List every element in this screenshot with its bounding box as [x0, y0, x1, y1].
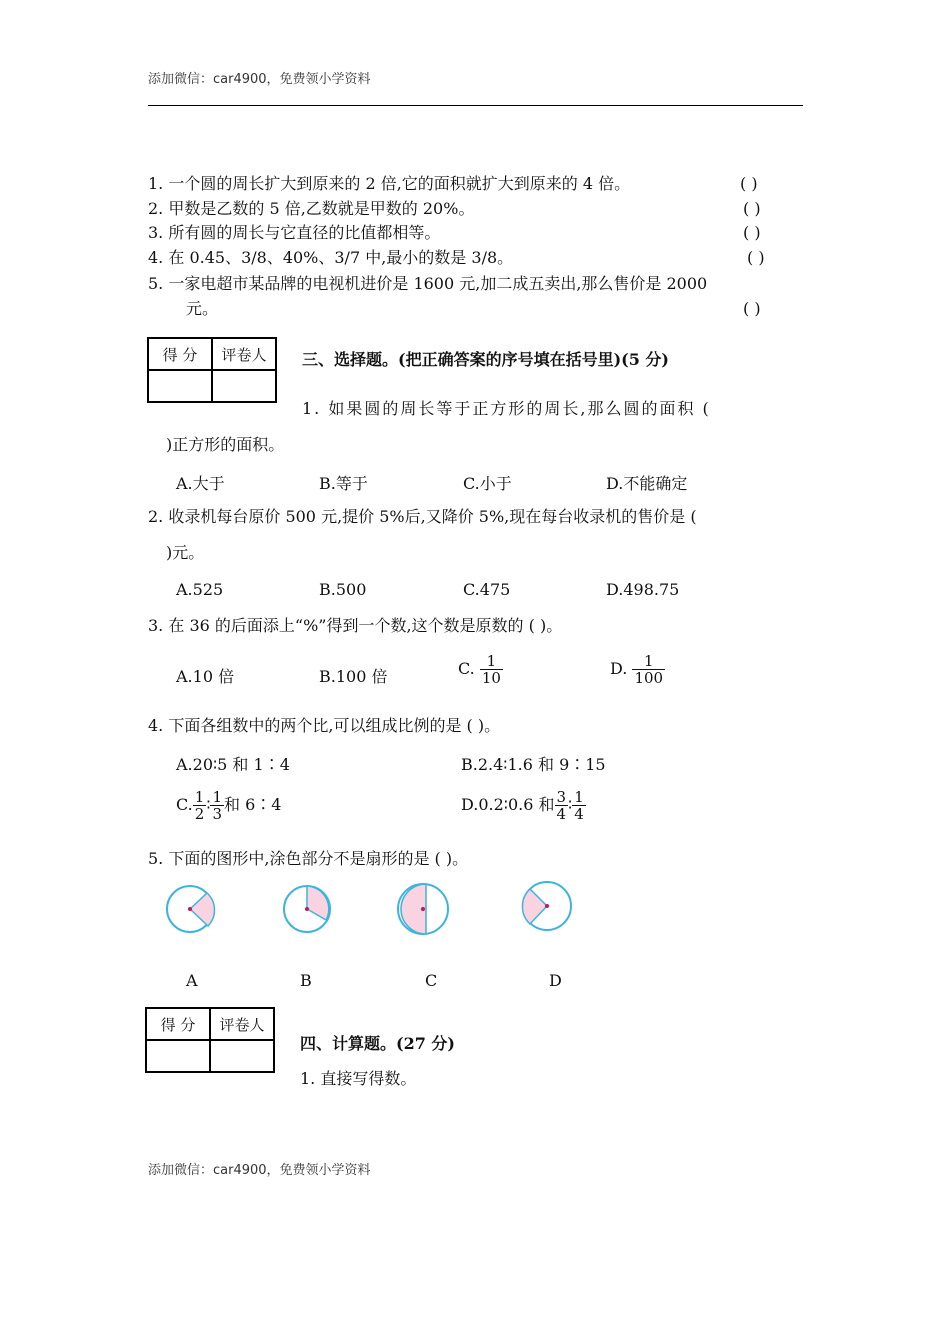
q4-option-a[interactable]: A.20∶5 和 1∶4	[176, 755, 290, 774]
fraction-numerator: 1	[480, 653, 503, 670]
judge-item-2: 2. 甲数是乙数的 5 倍,乙数就是甲数的 20%。	[148, 199, 475, 218]
fraction	[193, 789, 207, 822]
ratio-colon: ∶	[568, 795, 573, 814]
q3-option-a[interactable]: A.10 倍	[176, 667, 235, 686]
page-footer: 添加微信：car4900，免费领小学资料	[148, 1163, 371, 1178]
q3-option-c-prefix: C.	[458, 659, 475, 678]
judge-item-5-cont: 元。	[186, 299, 219, 318]
page-header: 添加微信：car4900，免费领小学资料	[148, 72, 371, 87]
q3-text: 3. 在 36 的后面添上“%”得到一个数,这个数是原数的 ( )。	[148, 616, 563, 635]
ratio-colon: ∶	[206, 795, 211, 814]
score-label: 得 分	[146, 1008, 210, 1040]
section3-title: 三、选择题。(把正确答案的序号填在括号里)(5 分)	[302, 350, 669, 369]
q4-text: 4. 下面各组数中的两个比,可以组成比例的是 ( )。	[148, 716, 501, 735]
q3-option-d[interactable]	[610, 653, 665, 686]
section4-sub1: 1. 直接写得数。	[300, 1069, 417, 1088]
q2-option-b[interactable]: B.500	[319, 580, 367, 599]
figure-label-a: A	[186, 971, 198, 990]
fraction-denominator: 4	[556, 805, 567, 823]
q3-option-d-prefix: D.	[610, 659, 628, 678]
score-label: 得 分	[148, 338, 212, 370]
q4-option-d-prefix: D.0.2∶0.6 和	[461, 795, 555, 814]
q1-line2: )正方形的面积。	[166, 435, 285, 454]
q3-option-b[interactable]: B.100 倍	[319, 667, 388, 686]
answer-paren-3[interactable]: ( )	[743, 223, 761, 242]
answer-paren-2[interactable]: ( )	[743, 199, 761, 218]
fraction	[632, 653, 665, 686]
grader-label: 评卷人	[212, 338, 276, 370]
q2-line1: 2. 收录机每台原价 500 元,提价 5%后,又降价 5%,现在每台收录机的售价是 (	[148, 507, 697, 526]
fraction	[555, 789, 569, 822]
fraction-denominator: 2	[194, 805, 205, 823]
judge-item-1: 1. 一个圆的周长扩大到原来的 2 倍,它的面积就扩大到原来的 4 倍。	[148, 174, 631, 193]
q3-option-c[interactable]	[458, 653, 503, 686]
q4-option-b[interactable]: B.2.4∶1.6 和 9∶15	[461, 755, 606, 774]
answer-paren-5[interactable]: ( )	[743, 299, 761, 318]
q4-option-d[interactable]	[461, 789, 586, 822]
figure-b[interactable]	[284, 886, 330, 932]
figure-label-d: D	[549, 971, 562, 990]
q4-option-c-prefix: C.	[176, 795, 193, 814]
section4-title: 四、计算题。(27 分)	[300, 1034, 455, 1053]
fraction	[572, 789, 586, 822]
q1-option-d[interactable]: D.不能确定	[606, 474, 688, 493]
grader-input[interactable]	[210, 1040, 274, 1072]
fraction-numerator: 3	[556, 788, 567, 806]
q1-option-a[interactable]: A.大于	[176, 474, 225, 493]
fraction-numerator: 1	[212, 788, 223, 806]
fraction-numerator: 1	[632, 653, 665, 670]
q4-option-c-suffix: 和 6∶4	[224, 795, 282, 814]
fraction-denominator: 3	[212, 805, 223, 823]
q2-line2: )元。	[166, 543, 205, 562]
judge-item-4: 4. 在 0.45、3/8、40%、3/7 中,最小的数是 3/8。	[148, 248, 514, 267]
q1-option-b[interactable]: B.等于	[319, 474, 368, 493]
grader-input[interactable]	[212, 370, 276, 402]
fraction	[480, 653, 503, 686]
fraction-numerator: 1	[574, 788, 584, 806]
q2-option-a[interactable]: A.525	[176, 580, 224, 599]
answer-paren-1[interactable]: ( )	[740, 174, 758, 193]
fraction-denominator: 100	[634, 669, 664, 687]
q5-figures	[150, 872, 600, 942]
answer-paren-4[interactable]: ( )	[747, 248, 765, 267]
fraction	[210, 789, 224, 822]
figure-label-c: C	[425, 971, 438, 990]
fraction-numerator: 1	[194, 788, 205, 806]
q2-option-c[interactable]: C.475	[463, 580, 511, 599]
q4-option-c[interactable]	[176, 789, 281, 822]
score-input[interactable]	[148, 370, 212, 402]
judge-item-5: 5. 一家电超市某品牌的电视机进价是 1600 元,加二成五卖出,那么售价是 2000	[148, 274, 708, 293]
q1-line1: 1. 如果圆的周长等于正方形的周长,那么圆的面积 (	[302, 399, 711, 418]
header-rule	[148, 105, 803, 106]
score-box-section3	[147, 337, 277, 403]
figure-a[interactable]	[167, 886, 214, 932]
judge-item-3: 3. 所有圆的周长与它直径的比值都相等。	[148, 223, 441, 242]
figure-c[interactable]	[398, 884, 448, 934]
q2-option-d[interactable]: D.498.75	[606, 580, 680, 599]
grader-label: 评卷人	[210, 1008, 274, 1040]
q1-option-c[interactable]: C.小于	[463, 474, 512, 493]
figure-d[interactable]	[522, 882, 571, 930]
fraction-denominator: 4	[574, 805, 584, 823]
figure-label-b: B	[300, 971, 312, 990]
score-input[interactable]	[146, 1040, 210, 1072]
score-box-section4	[145, 1007, 275, 1073]
q5-text: 5. 下面的图形中,涂色部分不是扇形的是 ( )。	[148, 849, 469, 868]
fraction-denominator: 10	[481, 669, 501, 687]
